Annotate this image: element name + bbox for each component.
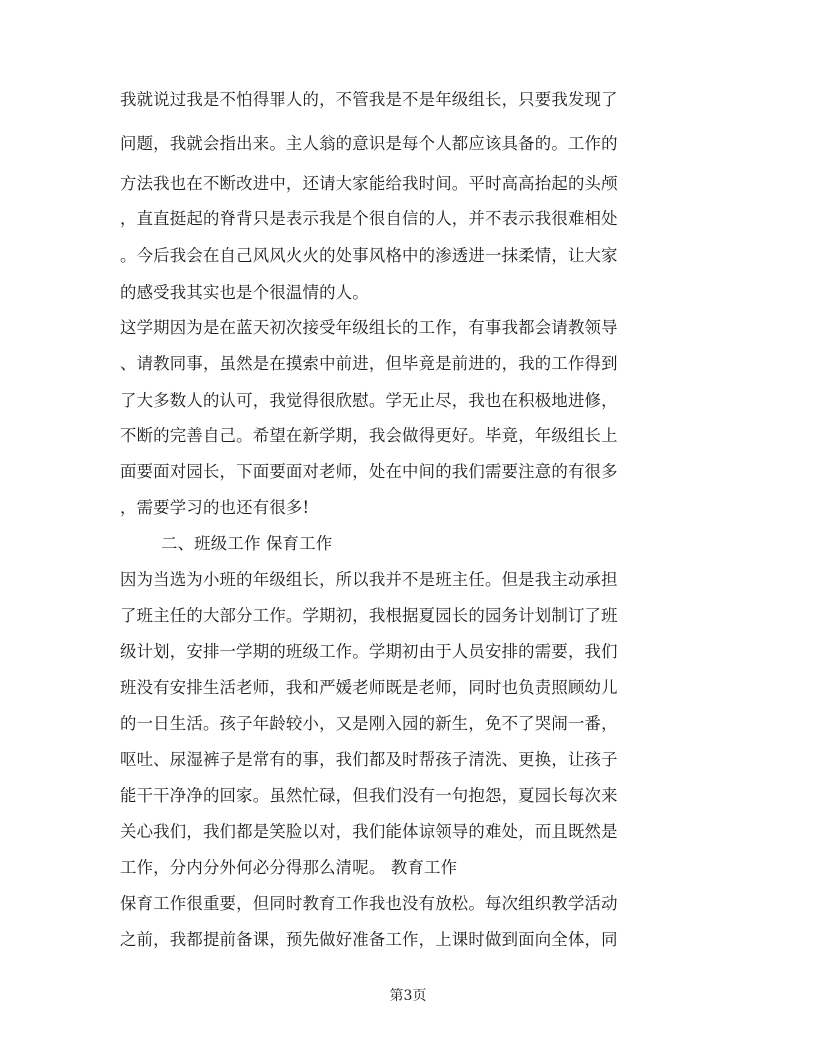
text-line: 问题，我就会指出来。主人翁的意识是每个人都应该具备的。工作的 [120,134,618,153]
text-line: 这学期因为是在蓝天初次接受年级组长的工作，有事我都会请教领导 [120,318,618,337]
text-line: 关心我们，我们都是笑脸以对，我们能体谅领导的难处，而且既然是 [120,822,618,841]
text-line: 、请教同事，虽然是在摸索中前进，但毕竟是前进的，我的工作得到 [120,354,618,373]
text-line: 的一日生活。孩子年龄较小，又是刚入园的新生，免不了哭闹一番， [120,714,618,733]
text-line: 面要面对园长，下面要面对老师，处在中间的我们需要注意的有很多 [120,462,618,481]
text-line: 的感受我其实也是个很温情的人。 [120,283,369,302]
page-number: 第3页 [389,988,427,1004]
text-line: 了大多数人的认可，我觉得很欣慰。学无止尽，我也在积极地进修， [120,391,618,410]
text-line: 级计划，安排一学期的班级工作。学期初由于人员安排的需要，我们 [120,642,618,661]
text-line: ，需要学习的也还有很多! [120,498,310,517]
text-line: 方法我也在不断改进中，还请大家能给我时间。平时高高抬起的头颅 [120,174,618,193]
text-line: 不断的完善自己。希望在新学期，我会做得更好。毕竟，年级组长上 [120,426,618,445]
text-line: 呕吐、尿湿裤子是常有的事，我们都及时帮孩子清洗、更换，让孩子 [120,750,618,769]
text-line: 因为当选为小班的年级组长，所以我并不是班主任。但是我主动承担 [120,570,618,589]
text-line: 。今后我会在自己风风火火的处事风格中的渗透进一抹柔情，让大家 [120,246,618,265]
text-line: 班没有安排生活老师，我和严媛老师既是老师，同时也负责照顾幼儿 [120,678,618,697]
text-line: 我就说过我是不怕得罪人的，不管我是不是年级组长，只要我发现了 [120,90,618,109]
text-line: 工作，分内分外何必分得那么清呢。 教育工作 [120,858,458,877]
text-line: 能干干净净的回家。虽然忙碌，但我们没有一句抱怨，夏园长每次来 [120,786,618,805]
text-line: ，直直挺起的脊背只是表示我是个很自信的人，并不表示我很难相处 [120,209,618,228]
text-line: 保育工作很重要，但同时教育工作我也没有放松。每次组织教学活动 [120,894,618,913]
text-line: 了班主任的大部分工作。学期初，我根据夏园长的园务计划制订了班 [120,606,618,625]
text-line: 之前，我都提前备课，预先做好准备工作，上课时做到面向全体，同 [120,930,618,949]
section-heading: 二、班级工作 保育工作 [161,534,333,553]
